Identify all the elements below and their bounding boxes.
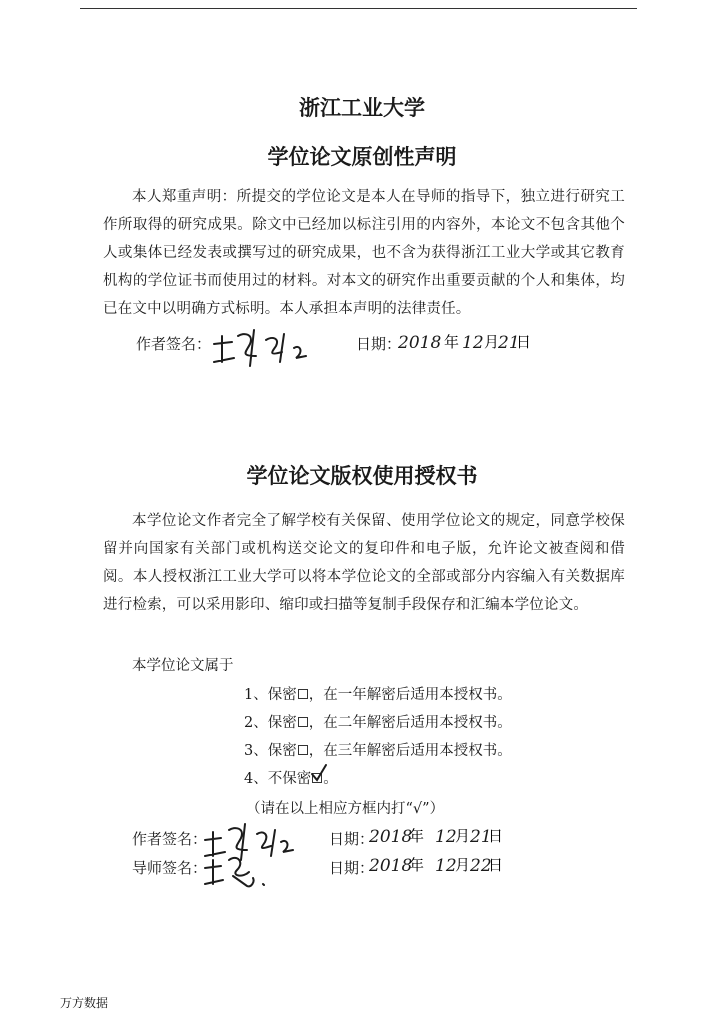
author-signature-1	[210, 322, 310, 368]
date-day-3: 22	[470, 856, 492, 876]
author-sign-label-2: 作者签名：	[132, 830, 208, 848]
option-3: 3、保密 ，在三年解密后适用本授权书。	[244, 743, 512, 759]
footer-watermark: 万方数据	[60, 996, 109, 1010]
belongs-to-label: 本学位论文属于	[132, 658, 234, 674]
originality-body: 本人郑重声明：所提交的学位论文是本人在导师的指导下，独立进行研究工作所取得的研究成果。除文中已经加以标注引用的内容外，本论文不包含其他个人或集体已经发表或撰写过的研究成果，也不含为获得浙江工业大学或其它教育机构的学位证书而使用过的材料。对本文的研究作出重要贡献的个人和集体，均已在文中以明确方式标明。本人承担本声明的法律责任。	[103, 189, 625, 317]
svg-text:年: 年	[409, 856, 425, 874]
svg-text:日: 日	[488, 856, 504, 874]
checkbox-4[interactable]	[312, 773, 322, 783]
originality-title: 学位论文原创性声明	[267, 145, 457, 169]
date-label-2: 日期：	[329, 830, 375, 848]
date-year-1: 2018	[398, 333, 442, 353]
date-month-1: 12	[462, 333, 484, 353]
option-2: 2、保密 ，在二年解密后适用本授权书。	[244, 715, 512, 731]
checkbox-note: （请在以上相应方框内打“√”）	[246, 801, 445, 817]
date-year-2: 2018	[369, 827, 413, 847]
advisor-sign-label: 导师签名：	[132, 859, 208, 877]
checkbox-2[interactable]	[298, 717, 308, 727]
author-sign-label-1: 作者签名：	[136, 335, 212, 353]
date-label-3: 日期：	[329, 859, 375, 877]
authorization-title: 学位论文版权使用授权书	[246, 464, 478, 488]
checkbox-3[interactable]	[298, 745, 308, 755]
date-day-1: 21	[498, 333, 520, 353]
date-year-3: 2018	[369, 856, 413, 876]
svg-text:年: 年	[444, 333, 460, 351]
svg-text:日: 日	[516, 333, 532, 351]
svg-text:月: 月	[455, 827, 471, 845]
date-day-2: 21	[470, 827, 492, 847]
svg-text:年: 年	[409, 827, 425, 845]
svg-text:月: 月	[455, 856, 471, 874]
advisor-date-handwritten	[369, 849, 504, 883]
date-month-3: 12	[435, 856, 457, 876]
top-rule	[80, 8, 637, 9]
date-month-2: 12	[435, 827, 457, 847]
option-1: 1、保密 ，在一年解密后适用本授权书。	[244, 687, 512, 703]
authorization-body: 本学位论文作者完全了解学校有关保留、使用学位论文的规定，同意学校保留并向国家有关部门或机构送交论文的复印件和电子版，允许论文被查阅和借阅。本人授权浙江工业大学可以将本学位论文的全部或部分内容编入有关数据库进行检索，可以采用影印、缩印或扫描等复制手段保存和汇编本学位论文。	[103, 513, 625, 613]
svg-text:月: 月	[484, 333, 500, 351]
option-4: 4、不保密 。	[244, 767, 338, 788]
advisor-signature	[203, 848, 273, 892]
date-label-1: 日期：	[356, 335, 402, 353]
svg-text:日: 日	[488, 827, 504, 845]
checkbox-1[interactable]	[298, 689, 308, 699]
checkmark-icon	[311, 766, 327, 782]
originality-date-handwritten	[398, 326, 532, 360]
university-title: 浙江工业大学	[299, 96, 425, 120]
